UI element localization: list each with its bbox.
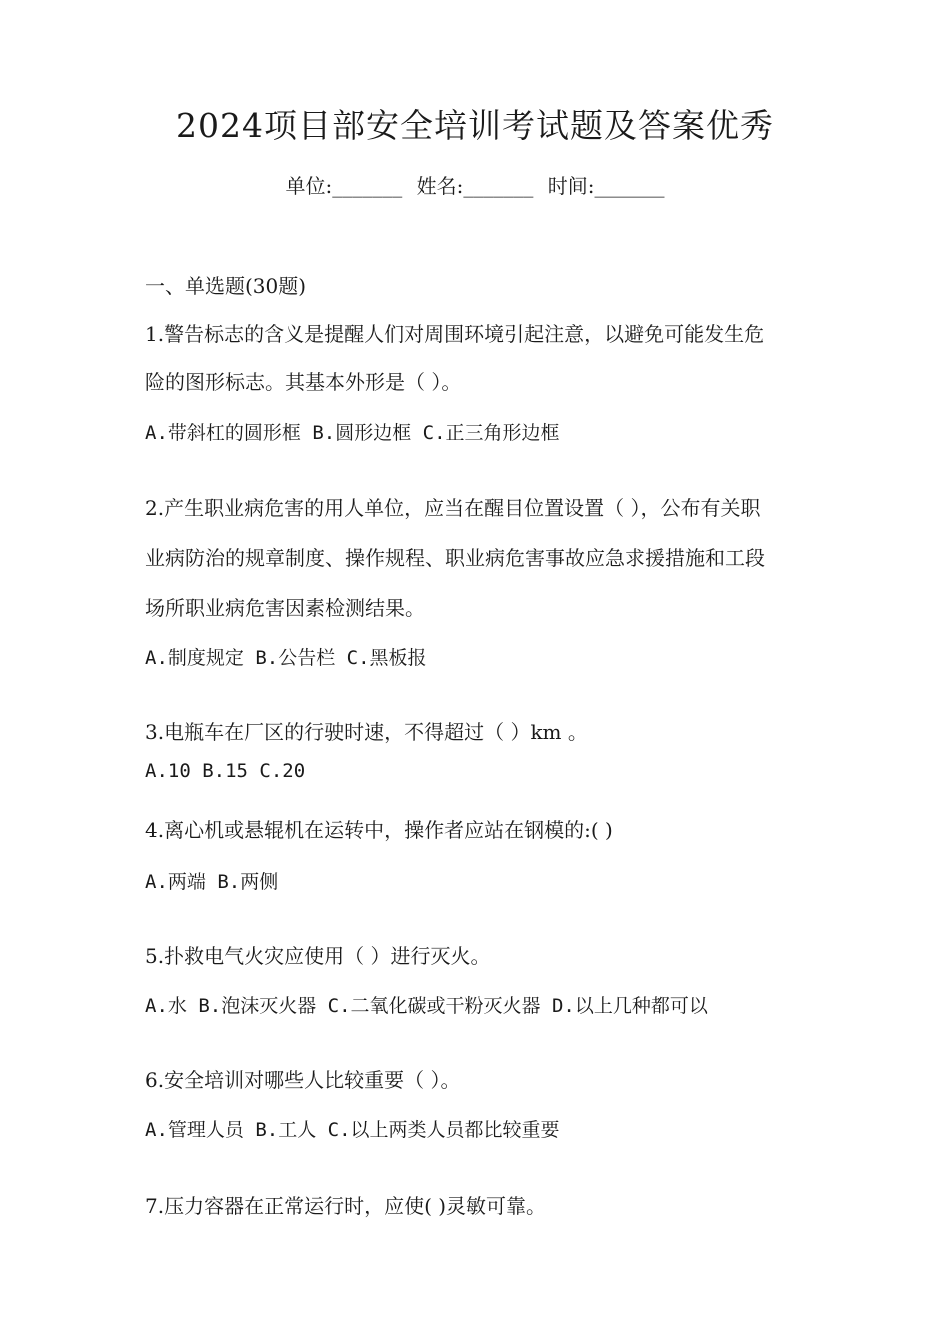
question-4-options: A.两端 B.两侧 xyxy=(145,871,279,893)
question-2-options: A.制度规定 B.公告栏 C.黑板报 xyxy=(145,647,427,669)
question-6-stem: 6.安全培训对哪些人比较重要（ ）。 xyxy=(145,1068,461,1092)
question-3-options: A.10 B.15 C.20 xyxy=(145,760,306,782)
question-2-stem-line-1: 2.产生职业病危害的用人单位，应当在醒目位置设置（ ），公布有关职 xyxy=(145,496,761,520)
question-1-stem-line-2: 险的图形标志。其基本外形是（ ）。 xyxy=(145,370,462,394)
question-5-stem: 5.扑救电气火灾应使用（ ）进行灭火。 xyxy=(145,944,491,968)
info-line xyxy=(0,170,950,202)
question-2-stem-line-3: 场所职业病危害因素检测结果。 xyxy=(145,596,425,620)
question-1-stem-line-1: 1.警告标志的含义是提醒人们对周围环境引起注意，以避免可能发生危 xyxy=(145,322,765,346)
unit-field: 单位:_______ xyxy=(285,174,403,198)
time-field: 时间:_______ xyxy=(547,174,665,198)
question-1-options: A.带斜杠的圆形框 B.圆形边框 C.正三角形边框 xyxy=(145,422,560,444)
section-heading: 一、单选题(30题) xyxy=(145,274,307,298)
question-6-options: A.管理人员 B.工人 C.以上两类人员都比较重要 xyxy=(145,1119,560,1141)
question-3-stem: 3.电瓶车在厂区的行驶时速，不得超过（ ）km 。 xyxy=(145,720,588,744)
question-2-stem-line-2: 业病防治的规章制度、操作规程、职业病危害事故应急求援措施和工段 xyxy=(145,546,765,570)
name-field: 姓名:_______ xyxy=(416,174,534,198)
question-5-options: A.水 B.泡沫灭火器 C.二氧化碳或干粉灭火器 D.以上几种都可以 xyxy=(145,995,708,1017)
document-title: 2024项目部安全培训考试题及答案优秀 xyxy=(176,106,774,145)
question-4-stem: 4.离心机或悬辊机在运转中，操作者应站在钢模的:( ) xyxy=(145,818,613,842)
question-7-stem: 7.压力容器在正常运行时，应使( )灵敏可靠。 xyxy=(145,1194,547,1218)
